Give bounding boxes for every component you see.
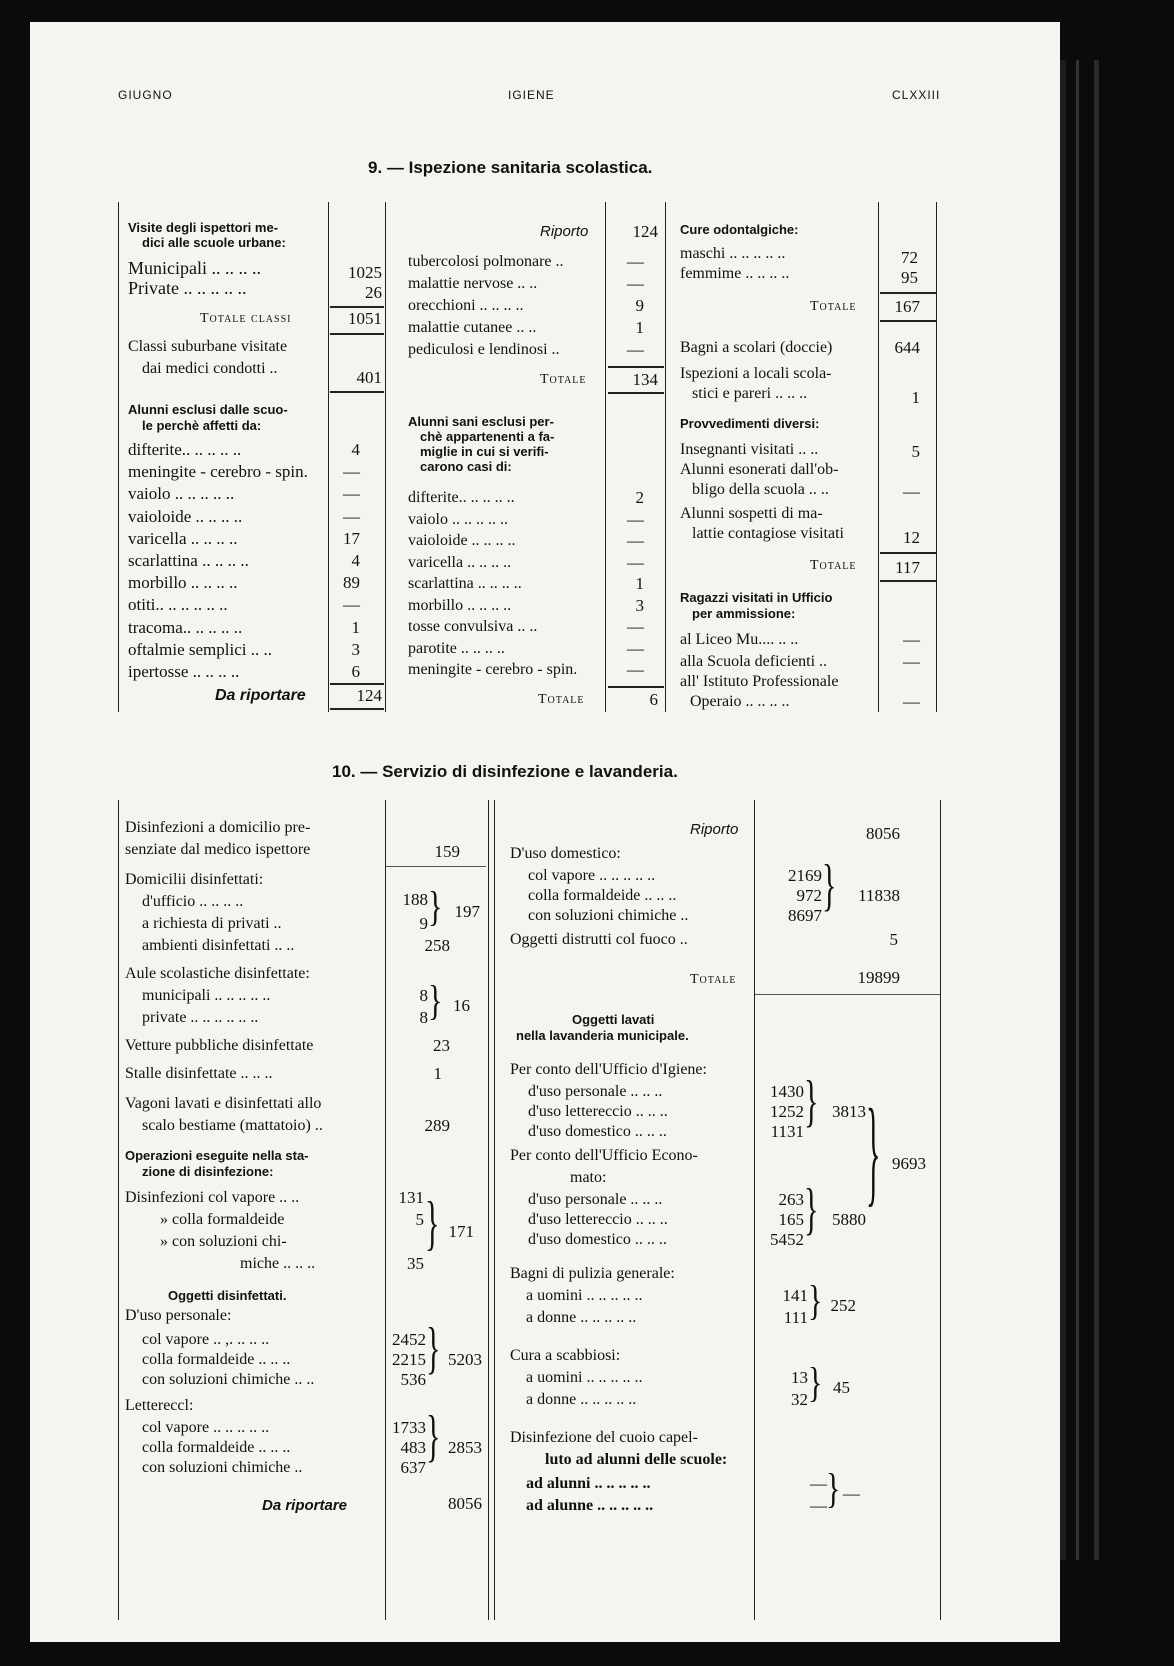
esonerati-value: —	[903, 482, 920, 501]
suburbane-l2: dai medici condotti ..	[142, 360, 278, 377]
municipali-label: Municipali .. .. .. ..	[128, 258, 261, 278]
table9-rule	[665, 202, 666, 712]
dom-value: 159	[434, 842, 460, 861]
insegnanti-value: 5	[911, 442, 920, 461]
grand-sum: 9693	[892, 1154, 926, 1173]
table9-rule	[878, 202, 879, 712]
femmine-value: 95	[901, 268, 918, 287]
s-sum: 45	[833, 1378, 850, 1397]
rule	[608, 686, 664, 688]
l-formal-value: 483	[400, 1438, 426, 1457]
list-item-label: tracoma.. .. .. .. ..	[128, 617, 243, 637]
cuoio-l2: luto ad alunni delle scuole:	[545, 1451, 728, 1468]
list-item-label: vaiolo .. .. .. .. ..	[128, 484, 235, 504]
sospetti-l2: lattie contagiose visitati	[692, 525, 844, 542]
list-item-label: morbillo .. .. .. ..	[128, 573, 238, 593]
vagoni-l2: scalo bestiame (mattatoio) ..	[142, 1117, 323, 1134]
totale-10-label: Totale	[690, 972, 737, 987]
b-donne-label: a donne .. .. .. .. ..	[526, 1309, 637, 1326]
vetture-value: 23	[433, 1036, 450, 1055]
sani-l2: chè appartenenti a fa-	[420, 429, 555, 444]
l-chim-label: con soluzioni chimiche ..	[142, 1459, 303, 1476]
lettere-heading: Lettereccl:	[125, 1397, 194, 1414]
list-item-label: tubercolosi polmonare ..	[408, 253, 564, 270]
p-sum: 5203	[448, 1350, 482, 1369]
visite-heading-l1: Visite degli ispettori me-	[128, 220, 279, 235]
riporto-10-value: 8056	[866, 824, 900, 843]
header-section: IGIENE	[508, 88, 555, 102]
list-item-label: vaiolo .. .. .. .. ..	[408, 510, 508, 528]
brace: }	[426, 1317, 441, 1381]
table10-rule	[488, 800, 489, 1620]
brace: }	[808, 1278, 823, 1325]
i-dom-label: d'uso domestico .. .. ..	[528, 1123, 667, 1140]
esonerati-l1: Alunni esonerati dall'ob-	[680, 461, 839, 478]
rule	[330, 683, 384, 685]
stalle-label: Stalle disinfettate .. .. ..	[125, 1065, 273, 1082]
d-vapore-label: col vapore .. .. .. .. ..	[528, 867, 656, 884]
e-pers-value: 263	[778, 1190, 804, 1209]
distrutti-value: 5	[889, 930, 898, 949]
cuoio-l1: Disinfezione del cuoio capel-	[510, 1429, 698, 1446]
alunne-label: ad alunne .. .. .. .. ..	[526, 1497, 654, 1514]
rule	[330, 333, 384, 335]
table9-left-rule	[118, 202, 119, 712]
da-riportare-value: 124	[356, 686, 382, 705]
list-item-label: difterite.. .. .. .. ..	[408, 489, 515, 506]
scabbiosi-heading: Cura a scabbiosi:	[510, 1347, 621, 1364]
table9-rule	[605, 202, 606, 712]
list-item-label: otiti.. .. .. .. .. ..	[128, 595, 228, 615]
aule-heading: Aule scolastiche disinfettate:	[125, 965, 310, 982]
table9-rule	[328, 202, 329, 712]
totale-10-value: 19899	[857, 968, 900, 987]
list-item-value: 89	[343, 573, 360, 593]
b-donne-value: 111	[783, 1308, 808, 1327]
totale2-label: Totale	[538, 692, 585, 707]
oggetti-heading: Oggetti disinfettati.	[168, 1288, 287, 1303]
list-item-label: scarlattina .. .. .. ..	[128, 551, 249, 570]
list-item-value: 1	[635, 318, 644, 337]
dom-l2: senziate dal medico ispettore	[125, 841, 311, 858]
domicili-sum: 197	[454, 902, 480, 921]
aule-priv-value: 8	[419, 1008, 428, 1027]
list-item-value: —	[627, 531, 644, 550]
e-lett-value: 165	[778, 1210, 804, 1229]
domicili-heading: Domicilii disinfettati:	[125, 871, 264, 888]
e-dom-label: d'uso domestico .. .. ..	[528, 1231, 667, 1248]
totale2-value: 6	[649, 690, 658, 709]
list-item-label: meningite - cerebro - spin.	[128, 462, 308, 482]
list-item-value: 1	[635, 574, 644, 593]
lavati-l1: Oggetti lavati	[572, 1012, 655, 1027]
table10-rule	[754, 800, 755, 1620]
personale-heading: D'uso personale:	[125, 1307, 232, 1324]
aule-mun-value: 8	[419, 986, 428, 1005]
esonerati-l2: bligo della scuola .. ..	[692, 481, 829, 498]
p-vapore-value: 2452	[392, 1330, 426, 1349]
brace: }	[826, 1466, 841, 1513]
list-item-label: malattie nervose .. ..	[408, 275, 538, 292]
totale-provv-label: Totale	[810, 558, 857, 573]
p-chim-value: 536	[400, 1370, 426, 1389]
alunni-label: ad alunni .. .. .. .. ..	[526, 1475, 651, 1492]
s-uomini-label: a uomini .. .. .. .. ..	[526, 1369, 643, 1386]
i-lett-value: 1252	[770, 1102, 804, 1121]
list-item-label: difterite.. .. .. .. ..	[128, 440, 242, 459]
rule	[330, 306, 384, 308]
l-sum: 2853	[448, 1438, 482, 1457]
ragazzi-l1: Ragazzi visitati in Ufficio	[680, 590, 833, 605]
esclusi-l2: le perchè affetti da:	[142, 418, 262, 433]
liceo-label: al Liceo Mu.... .. ..	[680, 631, 799, 648]
totale-classi-label: Totale classi	[200, 311, 292, 326]
list-item-value: —	[343, 462, 360, 482]
rule	[880, 320, 936, 322]
riporto-10-label: Riporto	[690, 821, 739, 838]
rule	[880, 552, 936, 554]
maschi-value: 72	[901, 248, 918, 267]
list-item-label: vaioloide .. .. .. ..	[128, 506, 243, 526]
i-sum: 3813	[832, 1102, 866, 1121]
sospetti-value: 12	[903, 528, 920, 547]
igiene-heading: Per conto dell'Ufficio d'Igiene:	[510, 1061, 707, 1078]
list-item-label: vaioloide .. .. .. ..	[408, 532, 516, 549]
provv-heading: Provvedimenti diversi:	[680, 416, 820, 431]
istituto-l2: Operaio .. .. .. ..	[690, 693, 790, 710]
stalle-value: 1	[433, 1064, 442, 1083]
bagni-label: Bagni a scolari (doccie)	[680, 339, 833, 356]
s-donne-label: a donne .. .. .. .. ..	[526, 1391, 637, 1408]
s-uomini-value: 13	[791, 1368, 808, 1387]
oper-sum: 171	[448, 1222, 474, 1241]
vapore-label: Disinfezioni col vapore .. ..	[125, 1189, 300, 1206]
ambienti-value: 258	[424, 936, 450, 955]
vagoni-l1: Vagoni lavati e disinfettati allo	[125, 1095, 322, 1112]
list-item-value: 9	[635, 296, 644, 315]
p-formal-label: colla formaldeide .. .. ..	[142, 1351, 291, 1368]
list-item-value: 3	[351, 639, 360, 659]
brace: }	[804, 1178, 819, 1242]
ispezioni-l2: stici e pareri .. .. ..	[692, 385, 808, 402]
bagni-10-heading: Bagni di pulizia generale:	[510, 1265, 675, 1282]
maschi-label: maschi .. .. .. .. ..	[680, 245, 786, 262]
vagoni-value: 289	[424, 1116, 450, 1135]
page-edge-shadow	[1060, 60, 1066, 1560]
sani-l4: carono casi di:	[420, 459, 512, 474]
alunne-value: —	[810, 1496, 827, 1515]
soluz-l1: » con soluzioni chi-	[160, 1233, 287, 1250]
rule	[330, 391, 384, 393]
table10-rule	[940, 800, 941, 1620]
formal-value: 5	[415, 1210, 424, 1229]
ufficio-value: 188	[402, 890, 428, 909]
riporto-value: 124	[632, 222, 658, 241]
municipali-value: 1025	[348, 263, 382, 282]
deficienti-value: —	[903, 652, 920, 671]
brace: }	[426, 1405, 441, 1469]
aule-priv-label: private .. .. .. .. .. ..	[142, 1009, 259, 1026]
list-item-value: —	[627, 509, 644, 529]
d-formal-value: 972	[796, 886, 822, 905]
ambienti-label: ambienti disinfettati .. ..	[142, 937, 295, 954]
brace: }	[808, 1360, 823, 1407]
list-item-value: —	[627, 274, 644, 293]
liceo-value: —	[903, 630, 920, 649]
da-riportare-label: Da riportare	[215, 687, 306, 704]
table9-rule	[936, 202, 937, 712]
econ-l2: mato:	[570, 1169, 607, 1186]
totale-odont-value: 167	[894, 297, 920, 316]
totale-odont-label: Totale	[810, 299, 857, 314]
totale-provv-value: 117	[895, 558, 920, 577]
ragazzi-l2: per ammissione:	[692, 606, 796, 621]
e-dom-value: 5452	[770, 1230, 804, 1249]
list-item-label: scarlattina .. .. .. ..	[408, 575, 522, 592]
rule	[880, 580, 936, 582]
b-uomini-value: 141	[782, 1286, 808, 1305]
brace: }	[428, 978, 443, 1025]
list-item-label: ipertosse .. .. .. ..	[128, 662, 240, 681]
istituto-value: —	[903, 692, 920, 711]
list-item-label: malattie cutanee .. ..	[408, 319, 537, 336]
domestico-heading: D'uso domestico:	[510, 845, 621, 862]
ufficio-label: d'ufficio .. .. .. ..	[142, 893, 244, 910]
d-vapore-value: 2169	[788, 866, 822, 885]
list-item-value: 4	[351, 440, 360, 459]
rule	[386, 866, 486, 867]
brace: }	[804, 1070, 819, 1134]
header-month: GIUGNO	[118, 88, 173, 102]
privati-label: a richiesta di privati ..	[142, 915, 282, 932]
list-item-value: 17	[343, 528, 360, 548]
page-edge-shadow-2	[1076, 60, 1079, 1560]
oper-l1: Operazioni eseguite nella sta-	[125, 1148, 309, 1163]
list-item-value: —	[627, 340, 644, 359]
b-sum: 252	[830, 1296, 856, 1315]
header-page-number: CLXXIII	[892, 88, 941, 102]
totale-label: Totale	[540, 372, 587, 387]
list-item-label: pediculosi e lendinosi ..	[408, 341, 560, 358]
p-formal-value: 2215	[392, 1350, 426, 1369]
list-item-value: 4	[351, 551, 360, 570]
list-item-label: oftalmie semplici .. ..	[128, 639, 272, 659]
privati-value: 9	[419, 914, 428, 933]
page-edge-shadow-3	[1094, 60, 1099, 1560]
list-item-label: varicella .. .. .. ..	[408, 553, 512, 571]
list-item-value: —	[627, 660, 644, 679]
brace: }	[822, 854, 837, 918]
alunni-value: —	[810, 1474, 827, 1493]
aule-sum: 16	[453, 996, 470, 1015]
c-sum: —	[843, 1484, 860, 1503]
e-sum: 5880	[832, 1210, 866, 1229]
sani-l3: miglie in cui si verifi-	[420, 444, 549, 459]
e-pers-label: d'uso personale .. .. ..	[528, 1191, 663, 1208]
totale-classi-value: 1051	[348, 309, 382, 328]
table9-rule	[385, 202, 386, 712]
l-chim-value: 637	[400, 1458, 426, 1477]
i-lett-label: d'uso lettereccio .. .. ..	[528, 1103, 668, 1120]
private-value: 26	[365, 283, 382, 302]
l-vapore-label: col vapore .. .. .. .. ..	[142, 1419, 270, 1436]
s-donne-value: 32	[791, 1390, 808, 1409]
deficienti-label: alla Scuola deficienti ..	[680, 653, 828, 670]
brace: }	[866, 1087, 881, 1219]
list-item-label: morbillo .. .. .. ..	[408, 596, 512, 614]
table10-rule	[385, 800, 386, 1620]
list-item-label: orecchioni .. .. .. ..	[408, 297, 524, 314]
brace: }	[425, 1191, 440, 1257]
suburbane-value: 401	[356, 368, 382, 387]
totale-value: 134	[632, 370, 658, 389]
p-chim-label: con soluzioni chimiche .. ..	[142, 1371, 315, 1388]
riporto-label: Riporto	[540, 223, 589, 240]
table10-rule	[494, 800, 495, 1620]
oper-l2: zione di disinfezione:	[142, 1164, 274, 1179]
table10-left-rule	[118, 800, 119, 1620]
vetture-label: Vetture pubbliche disinfettate	[125, 1037, 314, 1054]
private-label: Private .. .. .. .. ..	[128, 278, 247, 298]
econ-l1: Per conto dell'Ufficio Econo-	[510, 1147, 698, 1164]
da-riportare-10-label: Da riportare	[262, 1497, 348, 1514]
brace: }	[428, 884, 443, 931]
list-item-value: —	[627, 252, 644, 271]
list-item-value: 6	[351, 662, 360, 681]
distrutti-label: Oggetti distrutti col fuoco ..	[510, 931, 688, 948]
list-item-label: varicella .. .. .. ..	[128, 528, 238, 548]
lavati-l2: nella lavanderia municipale.	[516, 1028, 689, 1043]
section-9-title: 9. — Ispezione sanitaria scolastica.	[368, 158, 653, 177]
list-item-value: —	[343, 484, 360, 504]
ispezioni-l1: Ispezioni a locali scola-	[680, 365, 832, 382]
e-lett-label: d'uso lettereccio .. .. ..	[528, 1211, 668, 1228]
list-item-label: parotite .. .. .. ..	[408, 639, 505, 657]
i-pers-label: d'uso personale .. .. ..	[528, 1083, 663, 1100]
list-item-value: —	[343, 506, 360, 526]
istituto-l1: all' Istituto Professionale	[680, 673, 839, 690]
section-10-title: 10. — Servizio di disinfezione e lavanderia.	[332, 762, 678, 781]
rule	[608, 392, 664, 394]
i-dom-value: 1131	[770, 1122, 804, 1141]
list-item-label: tosse convulsiva .. ..	[408, 618, 538, 635]
cure-heading: Cure odontalgiche:	[680, 222, 799, 237]
visite-heading-l2: dici alle scuole urbane:	[142, 235, 286, 250]
rule	[330, 708, 384, 710]
dom-l1: Disinfezioni a domicilio pre-	[125, 819, 311, 836]
aule-mun-label: municipali .. .. .. .. ..	[142, 987, 271, 1004]
list-item-value: 2	[635, 488, 644, 507]
sani-l1: Alunni sani esclusi per-	[408, 414, 554, 429]
d-formal-label: colla formaldeide .. .. ..	[528, 887, 677, 904]
l-vapore-value: 1733	[392, 1418, 426, 1437]
formal-label: » colla formaldeide	[160, 1211, 285, 1228]
rule	[608, 366, 664, 368]
esclusi-l1: Alunni esclusi dalle scuo-	[128, 402, 288, 417]
list-item-label: meningite - cerebro - spin.	[408, 661, 578, 678]
vapore-value: 131	[398, 1188, 424, 1207]
l-formal-label: colla formaldeide .. .. ..	[142, 1439, 291, 1456]
da-riportare-10-value: 8056	[448, 1494, 482, 1513]
list-item-value: 1	[351, 617, 360, 637]
list-item-value: —	[627, 552, 644, 572]
list-item-value: —	[627, 617, 644, 636]
soluz-l2: miche .. .. ..	[240, 1255, 316, 1272]
rule	[880, 292, 936, 294]
list-item-value: —	[627, 638, 644, 658]
list-item-value: —	[343, 595, 360, 615]
list-item-value: 3	[635, 595, 644, 615]
ispezioni-value: 1	[911, 388, 920, 407]
p-vapore-label: col vapore .. ,. .. .. ..	[142, 1331, 270, 1348]
b-uomini-label: a uomini .. .. .. .. ..	[526, 1287, 643, 1304]
suburbane-l1: Classi suburbane visitate	[128, 338, 288, 355]
d-chim-label: con soluzioni chimiche ..	[528, 907, 689, 924]
i-pers-value: 1430	[770, 1082, 804, 1101]
d-sum: 11838	[858, 886, 900, 905]
soluz-value: 35	[407, 1254, 424, 1273]
insegnanti-label: Insegnanti visitati .. ..	[680, 441, 819, 458]
bagni-value: 644	[894, 338, 920, 357]
d-chim-value: 8697	[788, 906, 822, 925]
rule	[755, 994, 940, 995]
sospetti-l1: Alunni sospetti di ma-	[680, 505, 823, 522]
femmine-label: femmime .. .. .. ..	[680, 265, 790, 282]
